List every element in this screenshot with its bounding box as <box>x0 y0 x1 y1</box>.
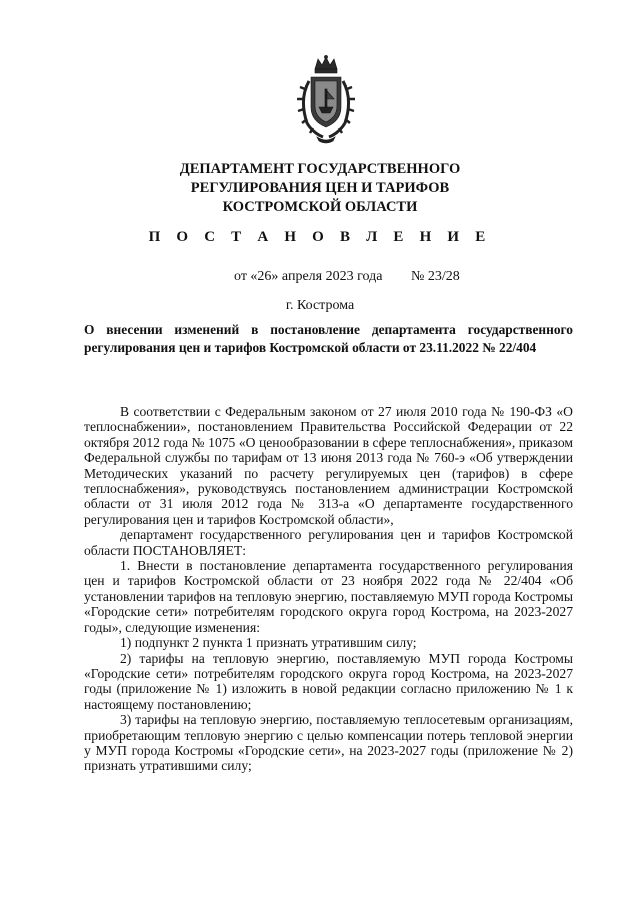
department-line: РЕГУЛИРОВАНИЯ ЦЕН И ТАРИФОВ <box>190 180 450 196</box>
body-paragraph: 2) тарифы на тепловую энергию, поставляемую МУП города Костромы «Городские сети» потребителям городского округа город Кострома, на 2023-2027 годы (приложение № 1) изложить в новой редакции согласно приложению № 1 к настоящему постановлению; <box>84 650 573 712</box>
document-body <box>84 404 573 774</box>
document-date: от «26» апреля 2023 года <box>234 269 383 284</box>
document-subject: О внесении изменений в постановление департамента государственного регулирования цен и тарифов Костромской области от 23.11.2022 № 22/404 <box>84 322 573 355</box>
body-paragraph: 1) подпункт 2 пункта 1 признать утратившим силу; <box>120 635 417 651</box>
body-paragraph: В соответствии с Федеральным законом от 27 июля 2010 года № 190-ФЗ «О теплоснабжении», постановлением Правительства Российской Федерации от 22 октября 2012 года № 1075 «О ценообразовании в сфере теплоснабжения», приказом Федеральной службы по тарифам от 13 июня 2013 года № 760-э «Об утверждении Методических указаний по расчету регулируемых цен (тарифов) в сфере теплоснабжения», руководствуясь постановлением администрации Костромской области от 31 июля 2012 года № 313-а «О департаменте государственного регулирования цен и тарифов Костромской области», <box>84 404 573 527</box>
body-paragraph: 1. Внести в постановление департамента государственного регулирования цен и тарифов Костромской области от 23 ноября 2022 года № 22/404 «Об установлении тарифов на тепловую энергию, поставляемую МУП города Костромы «Городские сети» потребителям городского округа город Кострома, на 2023-2027 годы», следующие изменения: <box>84 558 573 635</box>
document-city: г. Кострома <box>285 298 355 313</box>
body-paragraph: 3) тарифы на тепловую энергию, поставляемую теплосетевым организациям, приобретающим тепловую энергию с целью компенсации потерь тепловой энергии у МУП города Костромы «Городские сети», на 2023-2027 годы (приложение № 2) признать утратившими силу; <box>84 712 573 774</box>
department-name <box>0 160 640 217</box>
document-type-title: П О С Т А Н О В Л Е Н И Е <box>148 229 492 245</box>
department-line: КОСТРОМСКОЙ ОБЛАСТИ <box>222 199 418 215</box>
department-line: ДЕПАРТАМЕНТ ГОСУДАРСТВЕННОГО <box>179 161 461 177</box>
document-number: № 23/28 <box>411 269 460 284</box>
coat-of-arms-emblem <box>293 55 359 145</box>
body-paragraph: департамент государственного регулирования цен и тарифов Костромской области ПОСТАНОВЛЯЕТ: <box>84 527 573 558</box>
